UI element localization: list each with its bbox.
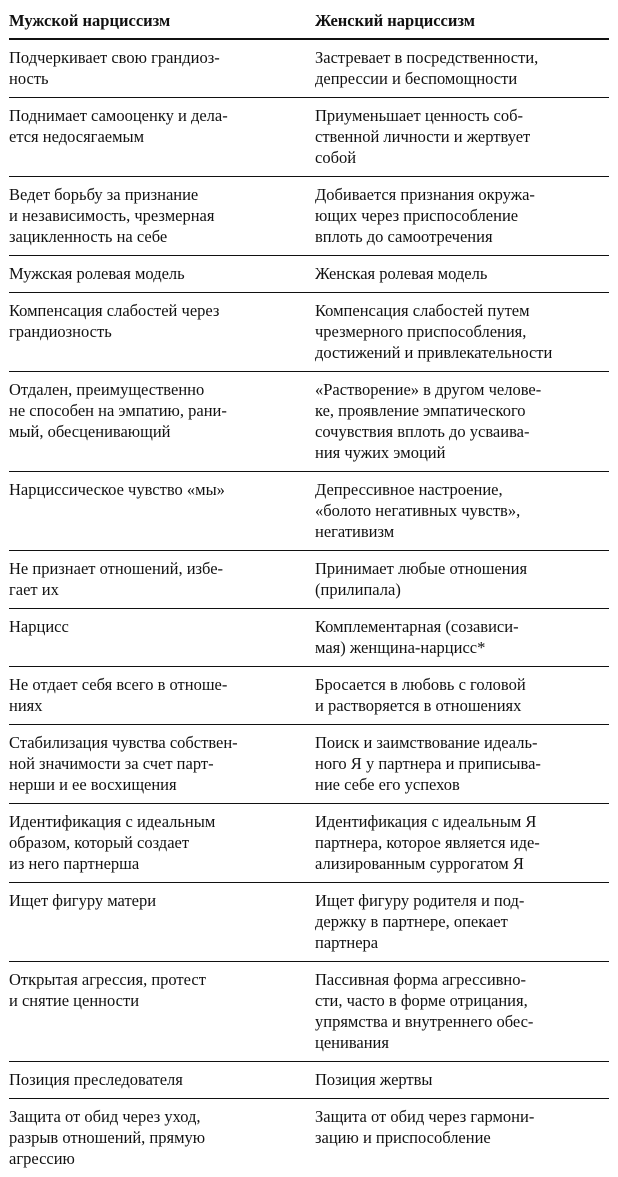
- table-row: [9, 725, 609, 804]
- cell-text: Компенсация слабостей путем чрезмерного приспособления, достижений и привлекательности: [315, 300, 609, 363]
- cell-text: Комплементарная (созависи- мая) женщина-нарцисс*: [315, 616, 609, 658]
- cell-text: Приуменьшает ценность соб- ственной личности и жертвует собой: [315, 105, 609, 168]
- header-male-narcissism: Мужской нарциссизм: [9, 4, 315, 39]
- cell-text: Ведет борьбу за признание и независимость, чрезмерная зацикленность на себе: [9, 184, 315, 247]
- cell-text: Идентификация с идеальным Я партнера, которое является иде- ализированным суррогатом Я: [315, 811, 609, 874]
- cell-text: Поднимает самооценку и дела- ется недосягаемым: [9, 105, 315, 147]
- cell-text: Добивается признания окружа- ющих через приспособление вплоть до самоотречения: [315, 184, 609, 247]
- cell-text: Бросается в любовь с головой и растворяется в отношениях: [315, 674, 609, 716]
- cell-female: [315, 804, 609, 883]
- cell-text: Подчеркивает свою грандиоз- ность: [9, 47, 315, 89]
- cell-text: Застревает в посредственности, депрессии и беспомощности: [315, 47, 609, 89]
- header-row: [9, 4, 609, 39]
- cell-text: Компенсация слабостей через грандиозность: [9, 300, 315, 342]
- cell-male: [9, 293, 315, 372]
- cell-female: [315, 551, 609, 609]
- table-row: [9, 609, 609, 667]
- cell-male: [9, 804, 315, 883]
- cell-text: Депрессивное настроение, «болото негативных чувств», негативизм: [315, 479, 609, 542]
- cell-text: «Растворение» в другом челове- ке, проявление эмпатического сочувствия вплоть до усваива- ния чужих эмоций: [315, 379, 609, 463]
- table-body: [9, 39, 609, 1177]
- table-row: [9, 372, 609, 472]
- cell-text: Защита от обид через гармони- зацию и приспособление: [315, 1106, 609, 1148]
- table-row: [9, 667, 609, 725]
- table-row: [9, 472, 609, 551]
- cell-text: Стабилизация чувства собствен- ной значимости за счет парт- нерши и ее восхищения: [9, 732, 315, 795]
- cell-male: [9, 883, 315, 962]
- cell-text: Позиция жертвы: [315, 1069, 609, 1090]
- cell-male: [9, 98, 315, 177]
- cell-text: Отдален, преимущественно не способен на эмпатию, рани- мый, обесценивающий: [9, 379, 315, 442]
- cell-female: [315, 962, 609, 1062]
- table-row: [9, 962, 609, 1062]
- cell-male: [9, 551, 315, 609]
- cell-female: [315, 39, 609, 98]
- cell-text: Защита от обид через уход, разрыв отношений, прямую агрессию: [9, 1106, 315, 1169]
- table-row: [9, 256, 609, 293]
- cell-male: [9, 372, 315, 472]
- table-row: [9, 804, 609, 883]
- cell-text: Позиция преследователя: [9, 1069, 315, 1090]
- cell-female: [315, 609, 609, 667]
- cell-female: [315, 98, 609, 177]
- cell-female: [315, 725, 609, 804]
- cell-text: Принимает любые отношения (прилипала): [315, 558, 609, 600]
- cell-male: [9, 962, 315, 1062]
- cell-text: Ищет фигуру родителя и под- держку в партнере, опекает партнера: [315, 890, 609, 953]
- cell-female: [315, 293, 609, 372]
- cell-male: [9, 472, 315, 551]
- cell-female: [315, 1099, 609, 1177]
- cell-male: [9, 1062, 315, 1099]
- cell-female: [315, 667, 609, 725]
- cell-text: Ищет фигуру матери: [9, 890, 315, 911]
- cell-male: [9, 725, 315, 804]
- table-row: [9, 1062, 609, 1099]
- cell-female: [315, 177, 609, 256]
- cell-female: [315, 883, 609, 962]
- cell-male: [9, 39, 315, 98]
- cell-text: Поиск и заимствование идеаль- ного Я у партнера и приписыва- ние себе его успехов: [315, 732, 609, 795]
- cell-male: [9, 1099, 315, 1177]
- cell-female: [315, 1062, 609, 1099]
- cell-text: Женская ролевая модель: [315, 263, 609, 284]
- table-row: [9, 883, 609, 962]
- cell-text: Нарцисс: [9, 616, 315, 637]
- table-row: [9, 1099, 609, 1177]
- cell-text: Нарциссическое чувство «мы»: [9, 479, 315, 500]
- cell-text: Идентификация с идеальным образом, который создает из него партнерша: [9, 811, 315, 874]
- header-female-narcissism: Женский нарциссизм: [315, 4, 609, 39]
- cell-text: Не отдает себя всего в отноше- ниях: [9, 674, 315, 716]
- table-row: [9, 39, 609, 98]
- cell-text: Не признает отношений, избе- гает их: [9, 558, 315, 600]
- table-row: [9, 293, 609, 372]
- table-row: [9, 551, 609, 609]
- cell-text: Мужская ролевая модель: [9, 263, 315, 284]
- cell-female: [315, 372, 609, 472]
- cell-male: [9, 667, 315, 725]
- cell-female: [315, 472, 609, 551]
- table-row: [9, 98, 609, 177]
- cell-male: [9, 256, 315, 293]
- cell-text: Пассивная форма агрессивно- сти, часто в форме отрицания, упрямства и внутреннего обес- ценивания: [315, 969, 609, 1053]
- table-row: [9, 177, 609, 256]
- cell-male: [9, 177, 315, 256]
- cell-text: Открытая агрессия, протест и снятие ценности: [9, 969, 315, 1011]
- comparison-table: [9, 4, 609, 1177]
- cell-female: [315, 256, 609, 293]
- cell-male: [9, 609, 315, 667]
